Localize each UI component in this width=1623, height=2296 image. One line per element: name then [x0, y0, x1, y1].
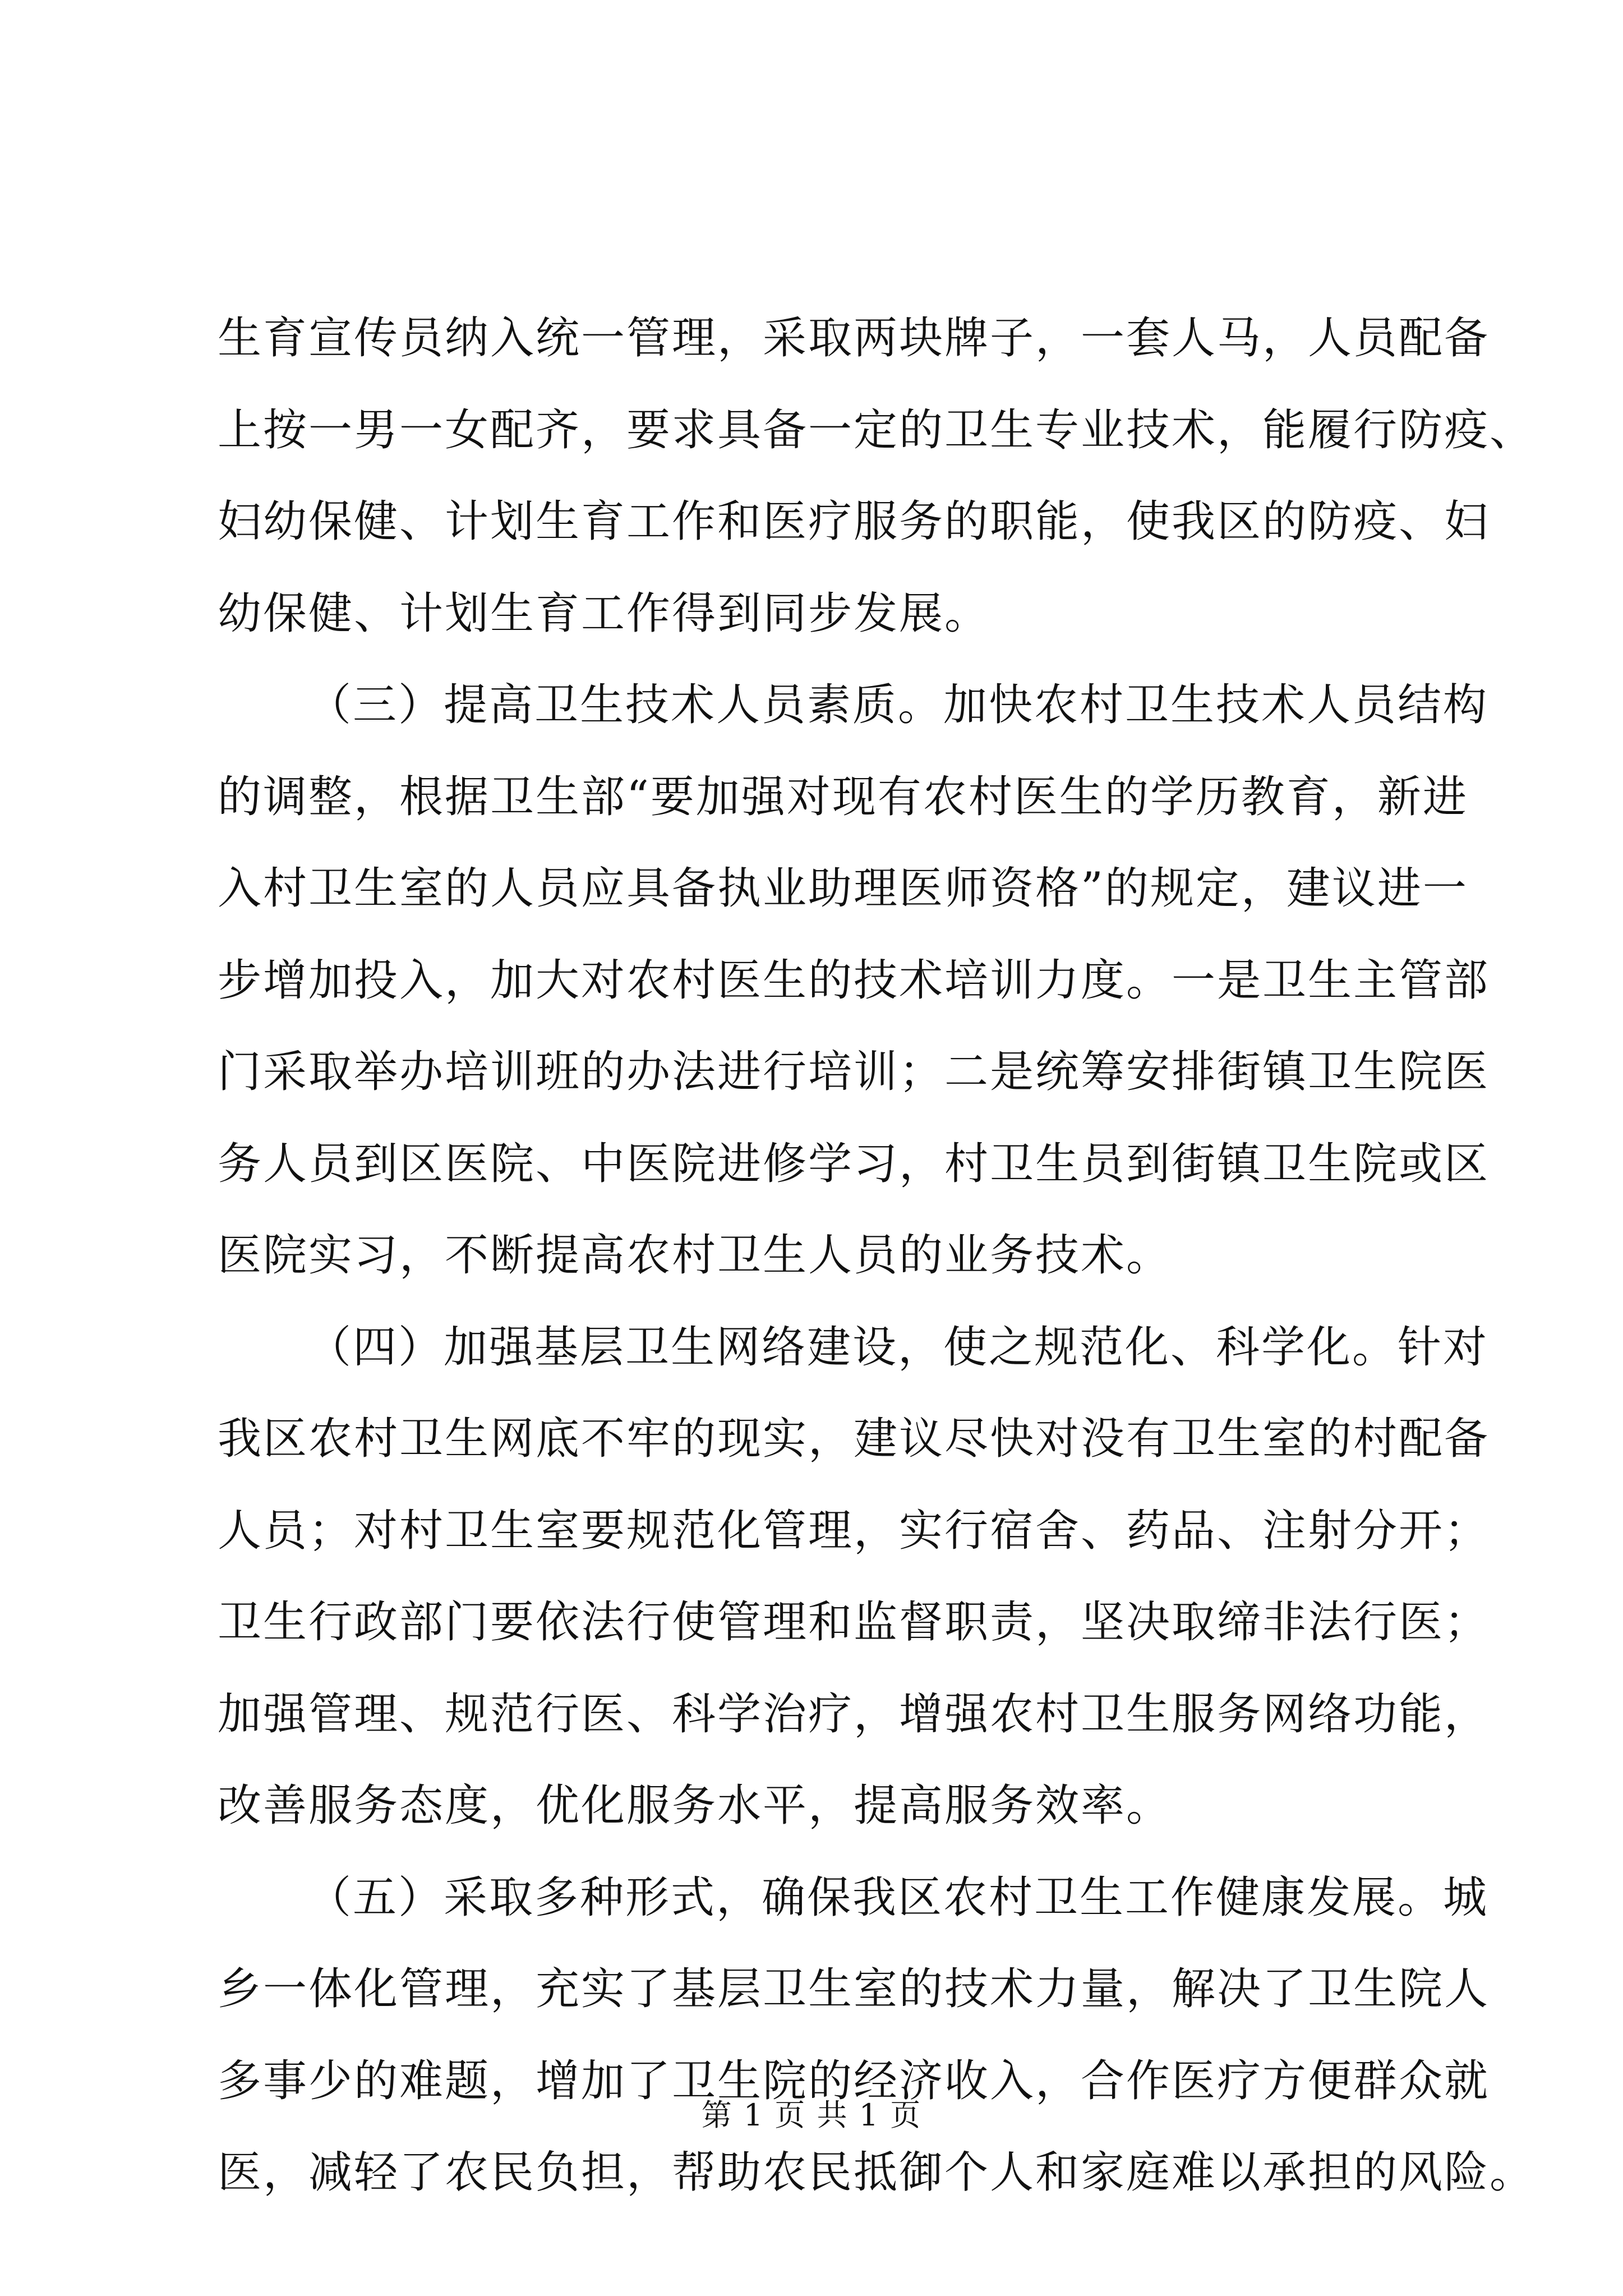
paragraph-start-line: （三）提高卫生技术人员素质。加快农村卫生技术人员结构: [307, 680, 1489, 730]
paragraph-start-line: （四）加强基层卫生网络建设，使之规范化、科学化。针对: [307, 1322, 1489, 1373]
text-line: 步增加投入，加大对农村医生的技术培训力度。一是卫生主管部: [218, 955, 1490, 1006]
text-line: 改善服务态度，优化服务水平，提高服务效率。: [218, 1780, 1172, 1831]
text-line: 加强管理、规范行医、科学治疗，增强农村卫生服务网络功能，: [218, 1688, 1490, 1740]
text-line: 多事少的难题，增加了卫生院的经济收入，合作医疗方便群众就: [218, 2055, 1490, 2106]
text-line: 卫生行政部门要依法行使管理和监督职责，坚决取缔非法行医；: [218, 1597, 1490, 1648]
text-line: 入村卫生室的人员应具备执业助理医师资格”的规定，建议进一: [218, 863, 1468, 914]
text-line: 医院实习，不断提高农村卫生人员的业务技术。: [218, 1230, 1172, 1281]
text-line: 我区农村卫生网底不牢的现实，建议尽快对没有卫生室的村配备: [218, 1414, 1490, 1464]
text-line: 幼保健、计划生育工作得到同步发展。: [218, 588, 990, 639]
text-line: 上按一男一女配齐，要求具备一定的卫生专业技术，能履行防疫、: [218, 404, 1536, 455]
body-text: [218, 293, 1536, 2219]
paragraph-start-line: （五）采取多种形式，确保我区农村卫生工作健康发展。城: [307, 1872, 1489, 1923]
text-line: 生育宣传员纳入统一管理，采取两块牌子，一套人马，人员配备: [218, 313, 1490, 364]
page-number-footer: 第 1 页 共 1 页: [701, 2097, 922, 2133]
text-line: 的调整，根据卫生部“要加强对现有农村医生的学历教育，新进: [218, 771, 1468, 822]
text-line: 门采取举办培训班的办法进行培训；二是统筹安排街镇卫生院医: [218, 1047, 1490, 1097]
text-line: 乡一体化管理，充实了基层卫生室的技术力量，解决了卫生院人: [218, 1964, 1490, 2014]
text-line: 人员；对村卫生室要规范化管理，实行宿舍、药品、注射分开；: [218, 1505, 1490, 1556]
text-line: 务人员到区医院、中医院进修学习，村卫生员到街镇卫生院或区: [218, 1138, 1490, 1189]
text-line: 妇幼保健、计划生育工作和医疗服务的职能，使我区的防疫、妇: [218, 496, 1490, 547]
text-line: 医，减轻了农民负担，帮助农民抵御个人和家庭难以承担的风险。: [218, 2147, 1536, 2198]
